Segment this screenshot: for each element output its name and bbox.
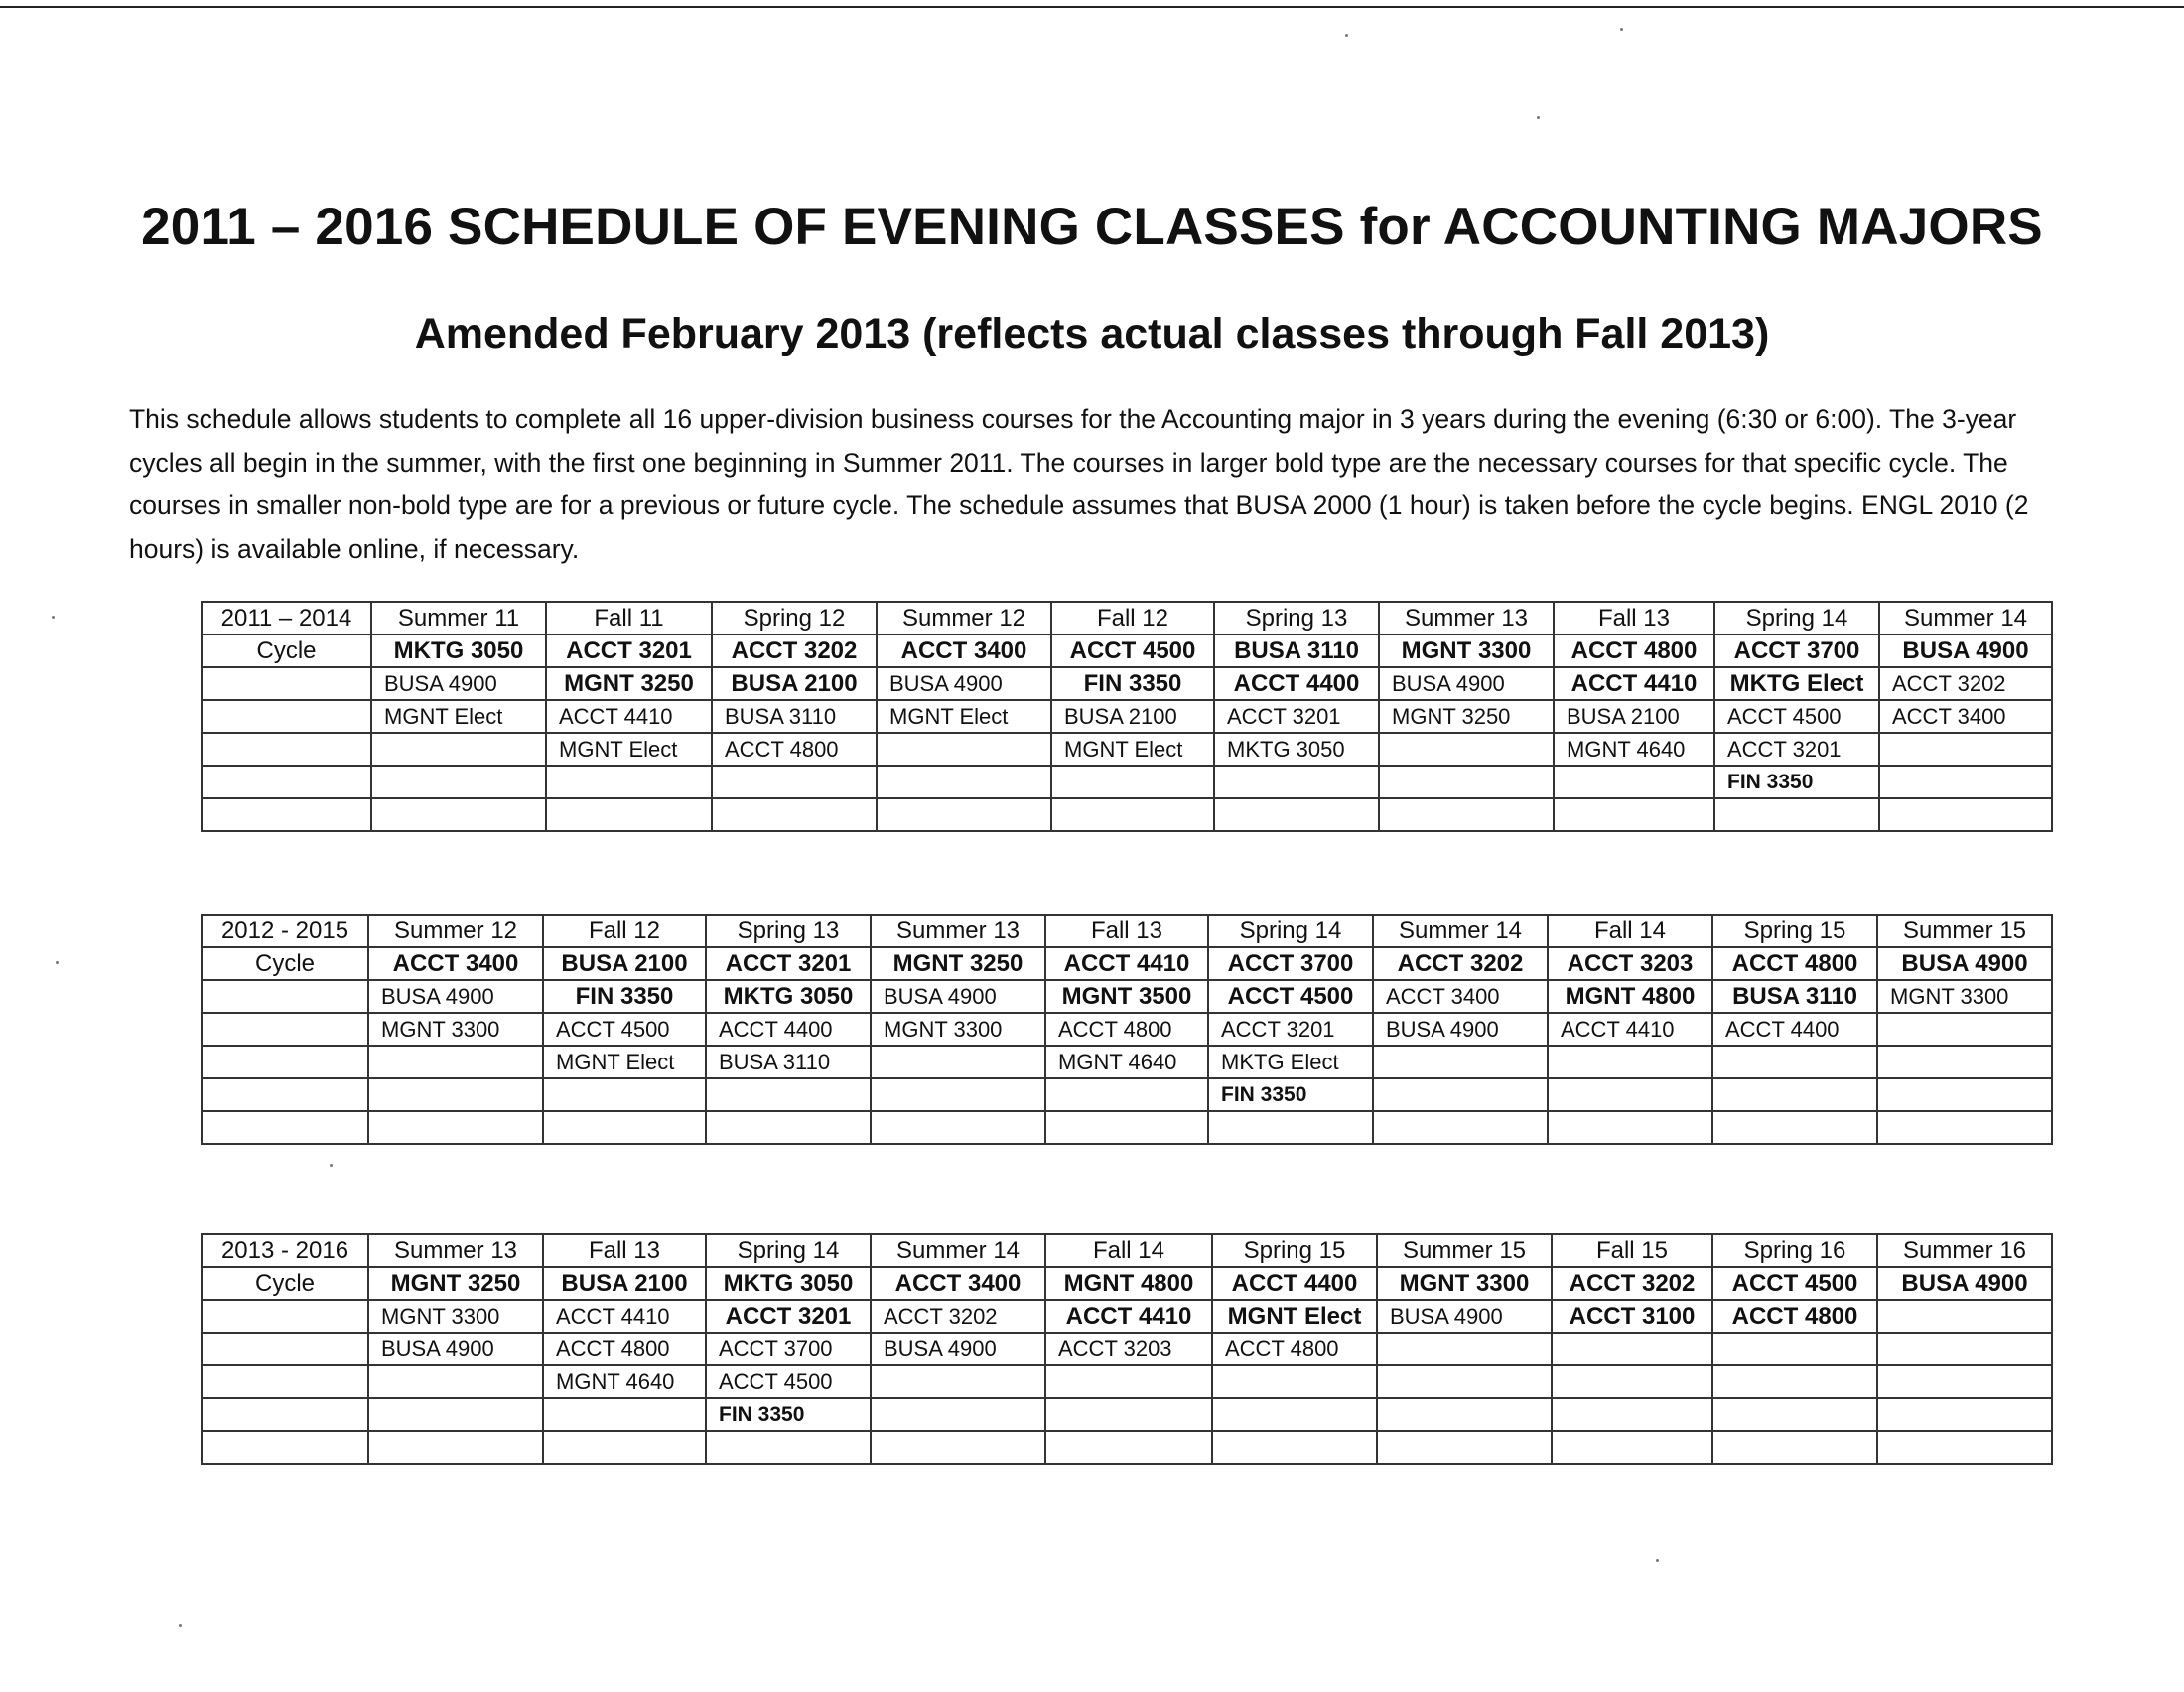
- empty-cell: [1879, 798, 2052, 831]
- table-row: [202, 1398, 2052, 1431]
- empty-cell: [202, 1046, 368, 1078]
- term-header: Fall 12: [543, 915, 706, 947]
- term-header: Summer 13: [871, 915, 1045, 947]
- table-header-row: [202, 915, 2052, 947]
- empty-cell: [368, 1046, 543, 1078]
- term-header: Spring 14: [706, 1234, 871, 1267]
- scan-speck: [1345, 34, 1348, 37]
- term-header: Fall 14: [1045, 1234, 1212, 1267]
- empty-cell: [202, 733, 371, 766]
- course-cell: ACCT 3700: [1208, 947, 1373, 980]
- empty-cell: [1879, 733, 2052, 766]
- term-header: Summer 11: [371, 602, 546, 634]
- course-cell: ACCT 4410: [1045, 1300, 1212, 1333]
- empty-cell: [543, 1078, 706, 1111]
- empty-cell: [1373, 1111, 1548, 1144]
- empty-cell: [1877, 1300, 2052, 1333]
- course-cell: ACCT 4800: [712, 733, 877, 766]
- empty-cell: [871, 1365, 1045, 1398]
- empty-cell: [1214, 798, 1379, 831]
- table-row: [202, 798, 2052, 831]
- table-row: [202, 700, 2052, 733]
- term-header: Summer 12: [368, 915, 543, 947]
- course-cell: MGNT 3300: [1377, 1267, 1552, 1300]
- empty-cell: [202, 1078, 368, 1111]
- course-cell: MGNT 3250: [546, 667, 712, 700]
- term-header: Fall 15: [1552, 1234, 1712, 1267]
- course-cell: FIN 3350: [1051, 667, 1214, 700]
- term-header: Spring 15: [1712, 915, 1877, 947]
- table-row: [202, 733, 2052, 766]
- course-cell: MGNT 3250: [368, 1267, 543, 1300]
- empty-cell: [202, 1333, 368, 1365]
- course-cell: ACCT 3700: [1714, 634, 1879, 667]
- course-cell: MKTG 3050: [706, 1267, 871, 1300]
- course-cell: ACCT 4400: [1212, 1267, 1377, 1300]
- table-row: [202, 1078, 2052, 1111]
- term-header: Spring 14: [1208, 915, 1373, 947]
- course-cell: ACCT 4800: [1212, 1333, 1377, 1365]
- empty-cell: [1379, 733, 1554, 766]
- course-cell: ACCT 3201: [706, 947, 871, 980]
- empty-cell: [1712, 1078, 1877, 1111]
- course-cell: ACCT 4500: [706, 1365, 871, 1398]
- empty-cell: [1212, 1431, 1377, 1464]
- course-cell: MKTG Elect: [1208, 1046, 1373, 1078]
- course-cell: MGNT 3250: [871, 947, 1045, 980]
- term-header: Fall 11: [546, 602, 712, 634]
- course-cell: MGNT 4640: [543, 1365, 706, 1398]
- empty-cell: [202, 1013, 368, 1046]
- table-row: [202, 947, 2052, 980]
- table-row: [202, 1365, 2052, 1398]
- course-cell: BUSA 2100: [1051, 700, 1214, 733]
- empty-cell: [202, 1111, 368, 1144]
- empty-cell: [202, 798, 371, 831]
- empty-cell: [368, 1111, 543, 1144]
- course-cell: MGNT Elect: [1212, 1300, 1377, 1333]
- course-cell: ACCT 3203: [1548, 947, 1712, 980]
- course-cell: ACCT 3100: [1552, 1300, 1712, 1333]
- course-cell: BUSA 2100: [712, 667, 877, 700]
- empty-cell: [1373, 1046, 1548, 1078]
- empty-cell: [1877, 1431, 2052, 1464]
- table-row: [202, 1267, 2052, 1300]
- term-header: Spring 12: [712, 602, 877, 634]
- course-cell: ACCT 3400: [877, 634, 1051, 667]
- course-cell: ACCT 3202: [1879, 667, 2052, 700]
- course-cell: MGNT 3500: [1045, 980, 1208, 1013]
- course-cell: ACCT 3202: [871, 1300, 1045, 1333]
- empty-cell: [1712, 1046, 1877, 1078]
- course-cell: ACCT 4400: [1214, 667, 1379, 700]
- course-cell: ACCT 3202: [1552, 1267, 1712, 1300]
- empty-cell: [202, 1300, 368, 1333]
- course-cell: ACCT 4400: [1712, 1013, 1877, 1046]
- course-cell: BUSA 2100: [543, 947, 706, 980]
- course-cell: MGNT Elect: [546, 733, 712, 766]
- empty-cell: [1212, 1365, 1377, 1398]
- empty-cell: [1552, 1398, 1712, 1431]
- course-cell: ACCT 3202: [1373, 947, 1548, 980]
- course-cell: ACCT 4410: [1548, 1013, 1712, 1046]
- table-row: [202, 1333, 2052, 1365]
- course-cell: MGNT 4640: [1045, 1046, 1208, 1078]
- empty-cell: [1377, 1431, 1552, 1464]
- empty-cell: [1379, 766, 1554, 798]
- intro-paragraph: This schedule allows students to complete all 16 upper-division business courses for the Accounting major in 3 years during the evening (6:30 or 6:00). The 3-year cycles all begin in the summer, with the first one beginning in Summer 2011. The courses in larger bold type are the necessary courses for that specific cycle. The courses in smaller non-bold type are for a previous or future cycle. The schedule assumes that BUSA 2000 (1 hour) is taken before the cycle begins. ENGL 2010 (2 hours) is available online, if necessary.: [129, 404, 2029, 564]
- empty-cell: [1877, 1111, 2052, 1144]
- course-cell: ACCT 4400: [706, 1013, 871, 1046]
- course-cell: ACCT 3201: [1714, 733, 1879, 766]
- course-cell: BUSA 4900: [1373, 1013, 1548, 1046]
- course-cell: FIN 3350: [706, 1398, 871, 1431]
- empty-cell: [877, 798, 1051, 831]
- course-cell: FIN 3350: [1714, 766, 1879, 798]
- course-cell: BUSA 3110: [1214, 634, 1379, 667]
- course-cell: ACCT 4800: [1045, 1013, 1208, 1046]
- term-header: Summer 13: [368, 1234, 543, 1267]
- empty-cell: [1045, 1365, 1212, 1398]
- course-cell: FIN 3350: [543, 980, 706, 1013]
- course-cell: ACCT 4800: [1712, 1300, 1877, 1333]
- course-cell: ACCT 4410: [1045, 947, 1208, 980]
- scan-speck: [1537, 116, 1540, 119]
- empty-cell: [371, 766, 546, 798]
- course-cell: ACCT 3201: [1208, 1013, 1373, 1046]
- cycle-label: Cycle: [202, 947, 368, 980]
- course-cell: ACCT 3400: [1373, 980, 1548, 1013]
- course-cell: ACCT 3700: [706, 1333, 871, 1365]
- table-header-row: [202, 602, 2052, 634]
- empty-cell: [1548, 1111, 1712, 1144]
- empty-cell: [1379, 798, 1554, 831]
- cycle-years: 2011 – 2014: [202, 602, 371, 634]
- empty-cell: [543, 1398, 706, 1431]
- course-cell: ACCT 3400: [368, 947, 543, 980]
- course-cell: BUSA 4900: [1879, 634, 2052, 667]
- empty-cell: [1045, 1398, 1212, 1431]
- cycle-years: 2012 - 2015: [202, 915, 368, 947]
- course-cell: BUSA 4900: [1877, 1267, 2052, 1300]
- empty-cell: [1045, 1431, 1212, 1464]
- empty-cell: [1051, 798, 1214, 831]
- scan-speck: [56, 961, 59, 964]
- course-cell: BUSA 4900: [871, 980, 1045, 1013]
- empty-cell: [371, 733, 546, 766]
- term-header: Summer 15: [1377, 1234, 1552, 1267]
- empty-cell: [871, 1111, 1045, 1144]
- course-cell: MGNT 3300: [368, 1013, 543, 1046]
- course-cell: ACCT 3201: [546, 634, 712, 667]
- empty-cell: [1554, 798, 1714, 831]
- empty-cell: [712, 798, 877, 831]
- term-header: Summer 14: [1879, 602, 2052, 634]
- empty-cell: [543, 1111, 706, 1144]
- course-cell: BUSA 3110: [1712, 980, 1877, 1013]
- empty-cell: [368, 1398, 543, 1431]
- course-cell: MGNT 4800: [1548, 980, 1712, 1013]
- empty-cell: [1877, 1398, 2052, 1431]
- course-cell: FIN 3350: [1208, 1078, 1373, 1111]
- empty-cell: [202, 1431, 368, 1464]
- scan-speck: [1620, 28, 1623, 31]
- course-cell: BUSA 4900: [871, 1333, 1045, 1365]
- course-cell: ACCT 4500: [1712, 1267, 1877, 1300]
- empty-cell: [877, 733, 1051, 766]
- cycle-label: Cycle: [202, 634, 371, 667]
- empty-cell: [706, 1078, 871, 1111]
- term-header: Summer 16: [1877, 1234, 2052, 1267]
- empty-cell: [368, 1365, 543, 1398]
- course-cell: ACCT 4410: [543, 1300, 706, 1333]
- empty-cell: [1712, 1398, 1877, 1431]
- empty-cell: [1214, 766, 1379, 798]
- empty-cell: [877, 766, 1051, 798]
- course-cell: BUSA 4900: [368, 1333, 543, 1365]
- page-subtitle: Amended February 2013 (reflects actual classes through Fall 2013): [414, 310, 1770, 357]
- empty-cell: [1877, 1078, 2052, 1111]
- empty-cell: [871, 1431, 1045, 1464]
- cycle-label: Cycle: [202, 1267, 368, 1300]
- empty-cell: [1377, 1333, 1552, 1365]
- empty-cell: [202, 667, 371, 700]
- schedule-table-2012-2015: [201, 914, 2053, 1145]
- empty-cell: [202, 700, 371, 733]
- empty-cell: [371, 798, 546, 831]
- term-header: Summer 14: [871, 1234, 1045, 1267]
- empty-cell: [1377, 1398, 1552, 1431]
- empty-cell: [1877, 1046, 2052, 1078]
- empty-cell: [543, 1431, 706, 1464]
- term-header: Fall 14: [1548, 915, 1712, 947]
- course-cell: ACCT 4410: [546, 700, 712, 733]
- empty-cell: [202, 1365, 368, 1398]
- term-header: Summer 12: [877, 602, 1051, 634]
- empty-cell: [546, 798, 712, 831]
- course-cell: MGNT Elect: [1051, 733, 1214, 766]
- course-cell: BUSA 4900: [368, 980, 543, 1013]
- empty-cell: [1045, 1078, 1208, 1111]
- cycle-years: 2013 - 2016: [202, 1234, 368, 1267]
- empty-cell: [368, 1078, 543, 1111]
- empty-cell: [871, 1398, 1045, 1431]
- empty-cell: [871, 1046, 1045, 1078]
- table-row: [202, 1111, 2052, 1144]
- table-row: [202, 1046, 2052, 1078]
- empty-cell: [1712, 1111, 1877, 1144]
- course-cell: ACCT 3201: [706, 1300, 871, 1333]
- table-row: [202, 1300, 2052, 1333]
- empty-cell: [1712, 1333, 1877, 1365]
- course-cell: ACCT 3202: [712, 634, 877, 667]
- course-cell: ACCT 4410: [1554, 667, 1714, 700]
- empty-cell: [1877, 1333, 2052, 1365]
- empty-cell: [871, 1078, 1045, 1111]
- term-header: Summer 15: [1877, 915, 2052, 947]
- course-cell: ACCT 4800: [543, 1333, 706, 1365]
- course-cell: MGNT 3300: [368, 1300, 543, 1333]
- course-cell: ACCT 4500: [1051, 634, 1214, 667]
- empty-cell: [1377, 1365, 1552, 1398]
- empty-cell: [1552, 1365, 1712, 1398]
- empty-cell: [1554, 766, 1714, 798]
- table-row: [202, 980, 2052, 1013]
- course-cell: ACCT 4500: [543, 1013, 706, 1046]
- scan-speck: [179, 1624, 182, 1627]
- table-row: [202, 1013, 2052, 1046]
- empty-cell: [1879, 766, 2052, 798]
- course-cell: ACCT 4500: [1208, 980, 1373, 1013]
- empty-cell: [1552, 1431, 1712, 1464]
- course-cell: BUSA 4900: [1877, 947, 2052, 980]
- empty-cell: [1212, 1398, 1377, 1431]
- course-cell: MKTG 3050: [371, 634, 546, 667]
- empty-cell: [706, 1111, 871, 1144]
- term-header: Fall 13: [1045, 915, 1208, 947]
- term-header: Spring 15: [1212, 1234, 1377, 1267]
- empty-cell: [1208, 1111, 1373, 1144]
- course-cell: ACCT 3400: [871, 1267, 1045, 1300]
- empty-cell: [1373, 1078, 1548, 1111]
- term-header: Spring 16: [1712, 1234, 1877, 1267]
- course-cell: MGNT 3300: [1379, 634, 1554, 667]
- course-cell: MGNT 3300: [871, 1013, 1045, 1046]
- course-cell: ACCT 4800: [1712, 947, 1877, 980]
- schedule-table-2013-2016: [201, 1233, 2053, 1465]
- table-row: [202, 766, 2052, 798]
- course-cell: MGNT 4640: [1554, 733, 1714, 766]
- term-header: Fall 13: [1554, 602, 1714, 634]
- table-row: [202, 634, 2052, 667]
- empty-cell: [712, 766, 877, 798]
- course-cell: MKTG 3050: [1214, 733, 1379, 766]
- scan-speck: [330, 1164, 333, 1167]
- scan-speck: [52, 616, 55, 619]
- term-header: Spring 14: [1714, 602, 1879, 634]
- page-title: 2011 – 2016 SCHEDULE OF EVENING CLASSES for ACCOUNTING MAJORS: [141, 198, 2043, 256]
- schedule-table-2011-2014: [201, 601, 2053, 832]
- empty-cell: [1051, 766, 1214, 798]
- course-cell: MGNT Elect: [371, 700, 546, 733]
- course-cell: MGNT Elect: [543, 1046, 706, 1078]
- empty-cell: [706, 1431, 871, 1464]
- course-cell: BUSA 2100: [543, 1267, 706, 1300]
- empty-cell: [1877, 1013, 2052, 1046]
- course-cell: MGNT 4800: [1045, 1267, 1212, 1300]
- course-cell: MGNT Elect: [877, 700, 1051, 733]
- term-header: Summer 14: [1373, 915, 1548, 947]
- course-cell: ACCT 4500: [1714, 700, 1879, 733]
- empty-cell: [1877, 1365, 2052, 1398]
- course-cell: MKTG Elect: [1714, 667, 1879, 700]
- term-header: Spring 13: [706, 915, 871, 947]
- course-cell: BUSA 4900: [371, 667, 546, 700]
- course-cell: ACCT 4800: [1554, 634, 1714, 667]
- course-cell: MGNT 3300: [1877, 980, 2052, 1013]
- empty-cell: [1712, 1365, 1877, 1398]
- course-cell: BUSA 4900: [877, 667, 1051, 700]
- course-cell: BUSA 3110: [712, 700, 877, 733]
- course-cell: ACCT 3201: [1214, 700, 1379, 733]
- empty-cell: [1045, 1111, 1208, 1144]
- scan-speck: [1656, 1559, 1659, 1562]
- course-cell: BUSA 3110: [706, 1046, 871, 1078]
- course-cell: MKTG 3050: [706, 980, 871, 1013]
- course-cell: ACCT 3203: [1045, 1333, 1212, 1365]
- term-header: Summer 13: [1379, 602, 1554, 634]
- course-cell: BUSA 4900: [1379, 667, 1554, 700]
- term-header: Spring 13: [1214, 602, 1379, 634]
- empty-cell: [1548, 1078, 1712, 1111]
- table-row: [202, 667, 2052, 700]
- term-header: Fall 13: [543, 1234, 706, 1267]
- course-cell: BUSA 4900: [1377, 1300, 1552, 1333]
- course-cell: BUSA 2100: [1554, 700, 1714, 733]
- table-row: [202, 1431, 2052, 1464]
- course-cell: ACCT 3400: [1879, 700, 2052, 733]
- top-edge-line: [0, 6, 2184, 8]
- empty-cell: [202, 766, 371, 798]
- term-header: Fall 12: [1051, 602, 1214, 634]
- table-header-row: [202, 1234, 2052, 1267]
- empty-cell: [1552, 1333, 1712, 1365]
- empty-cell: [546, 766, 712, 798]
- empty-cell: [1712, 1431, 1877, 1464]
- empty-cell: [202, 980, 368, 1013]
- empty-cell: [202, 1398, 368, 1431]
- course-cell: MGNT 3250: [1379, 700, 1554, 733]
- empty-cell: [1714, 798, 1879, 831]
- empty-cell: [1548, 1046, 1712, 1078]
- empty-cell: [368, 1431, 543, 1464]
